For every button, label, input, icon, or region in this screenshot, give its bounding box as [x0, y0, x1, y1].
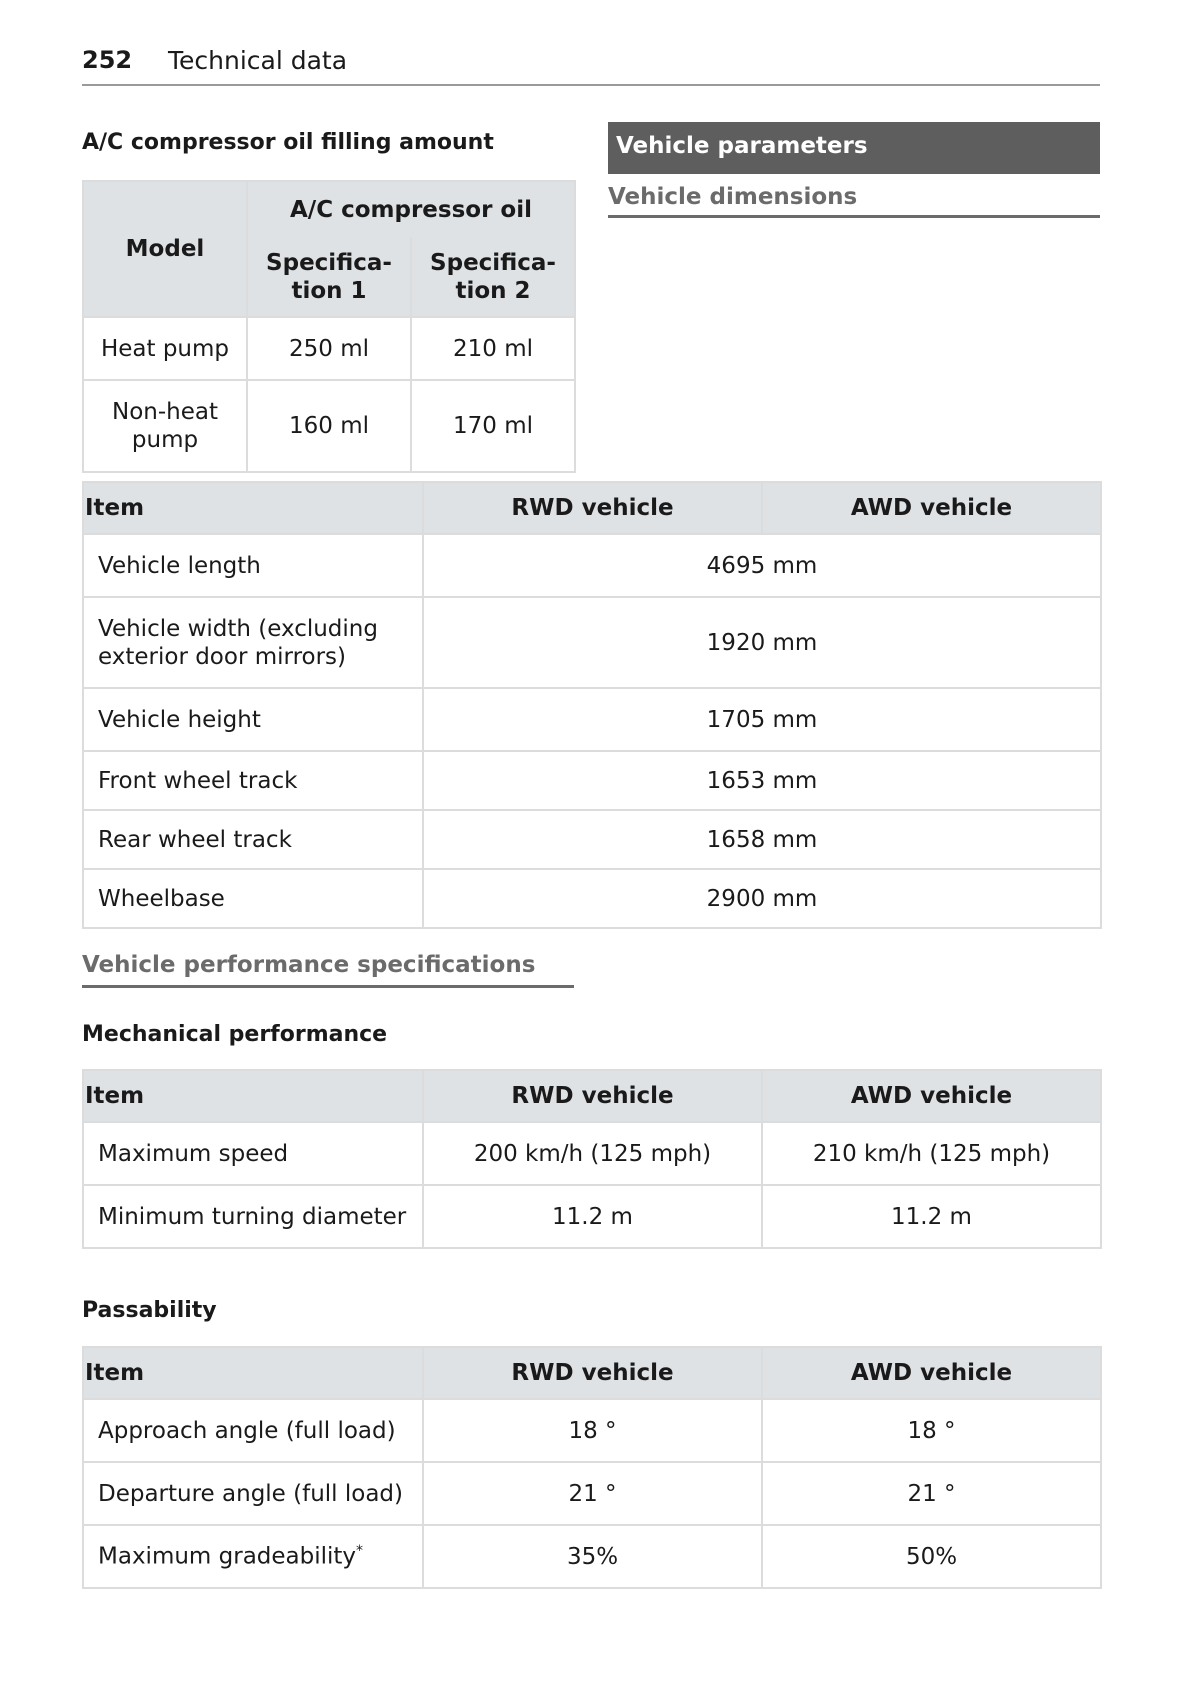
- pass-awd-cell: 18 °: [762, 1399, 1101, 1462]
- mech-rwd-cell: 11.2 m: [423, 1185, 762, 1248]
- ac-oil-table: [82, 180, 576, 473]
- dim-value-cell: 1658 mm: [423, 810, 1101, 869]
- passability-heading: Passability: [82, 1298, 217, 1323]
- pass-rwd-cell: 21 °: [423, 1462, 762, 1525]
- table-row: [83, 1399, 1101, 1462]
- table-row: [83, 869, 1101, 928]
- ac-spec1-header: Specifica- tion 1: [247, 237, 411, 317]
- dim-value-cell: 2900 mm: [423, 869, 1101, 928]
- dim-rwd-header: RWD vehicle: [423, 482, 762, 534]
- pass-rwd-cell: 18 °: [423, 1399, 762, 1462]
- pass-rwd-header: RWD vehicle: [423, 1347, 762, 1399]
- dim-awd-header: AWD vehicle: [762, 482, 1101, 534]
- ac-spec2-header: Specifica- tion 2: [411, 237, 575, 317]
- mech-awd-cell: 210 km/h (125 mph): [762, 1122, 1101, 1185]
- mech-item-cell: Maximum speed: [83, 1122, 423, 1185]
- dim-value-cell: 1920 mm: [423, 597, 1101, 688]
- page-title: Technical data: [168, 46, 348, 75]
- dim-value-cell: 4695 mm: [423, 534, 1101, 597]
- ac-spec2-cell: 210 ml: [411, 317, 575, 380]
- ac-spec1-cell: 160 ml: [247, 380, 411, 472]
- ac-spec1-cell: 250 ml: [247, 317, 411, 380]
- table-row: [83, 810, 1101, 869]
- dimensions-table: [82, 481, 1102, 929]
- table-row: [83, 1525, 1101, 1588]
- pass-item-cell: Maximum gradeability*: [83, 1525, 423, 1588]
- mech-awd-header: AWD vehicle: [762, 1070, 1101, 1122]
- page-number: 252: [82, 46, 133, 74]
- dim-item-cell: Vehicle height: [83, 688, 423, 751]
- table-row: [83, 751, 1101, 810]
- passability-table: [82, 1346, 1102, 1589]
- table-row: [83, 534, 1101, 597]
- pass-awd-cell: 50%: [762, 1525, 1101, 1588]
- dim-item-cell: Wheelbase: [83, 869, 423, 928]
- mech-rwd-header: RWD vehicle: [423, 1070, 762, 1122]
- dim-value-cell: 1705 mm: [423, 688, 1101, 751]
- dim-item-cell: Rear wheel track: [83, 810, 423, 869]
- ac-group-header: A/C compressor oil: [247, 181, 575, 237]
- ac-spec2-cell: 170 ml: [411, 380, 575, 472]
- pass-awd-header: AWD vehicle: [762, 1347, 1101, 1399]
- dim-item-cell: Front wheel track: [83, 751, 423, 810]
- table-row: [83, 1462, 1101, 1525]
- mech-item-cell: Minimum turning diameter: [83, 1185, 423, 1248]
- footnote-marker: *: [356, 1543, 364, 1560]
- page-header: [82, 40, 1100, 86]
- performance-heading: Vehicle performance specifications: [82, 952, 574, 988]
- ac-model-cell: Non-heat pump: [83, 380, 247, 472]
- mech-rwd-cell: 200 km/h (125 mph): [423, 1122, 762, 1185]
- table-row: [83, 380, 575, 472]
- dim-item-cell: Vehicle length: [83, 534, 423, 597]
- ac-model-cell: Heat pump: [83, 317, 247, 380]
- ac-model-header: Model: [83, 181, 247, 317]
- table-row: [83, 1185, 1101, 1248]
- mechanical-table: [82, 1069, 1102, 1249]
- pass-item-cell: Approach angle (full load): [83, 1399, 423, 1462]
- table-row: [83, 597, 1101, 688]
- table-row: [83, 317, 575, 380]
- dim-item-cell: Vehicle width (excluding exterior door mirrors): [83, 597, 423, 688]
- vehicle-parameters-banner: Vehicle parameters: [608, 122, 1100, 174]
- mech-awd-cell: 11.2 m: [762, 1185, 1101, 1248]
- pass-item-header: Item: [83, 1347, 423, 1399]
- ac-section-heading: A/C compressor oil filling amount: [82, 130, 494, 155]
- pass-awd-cell: 21 °: [762, 1462, 1101, 1525]
- pass-rwd-cell: 35%: [423, 1525, 762, 1588]
- table-row: [83, 688, 1101, 751]
- dim-value-cell: 1653 mm: [423, 751, 1101, 810]
- mechanical-heading: Mechanical performance: [82, 1022, 388, 1047]
- pass-item-cell: Departure angle (full load): [83, 1462, 423, 1525]
- dim-item-header: Item: [83, 482, 423, 534]
- mech-item-header: Item: [83, 1070, 423, 1122]
- table-row: [83, 1122, 1101, 1185]
- vehicle-dimensions-heading: Vehicle dimensions: [608, 184, 1100, 218]
